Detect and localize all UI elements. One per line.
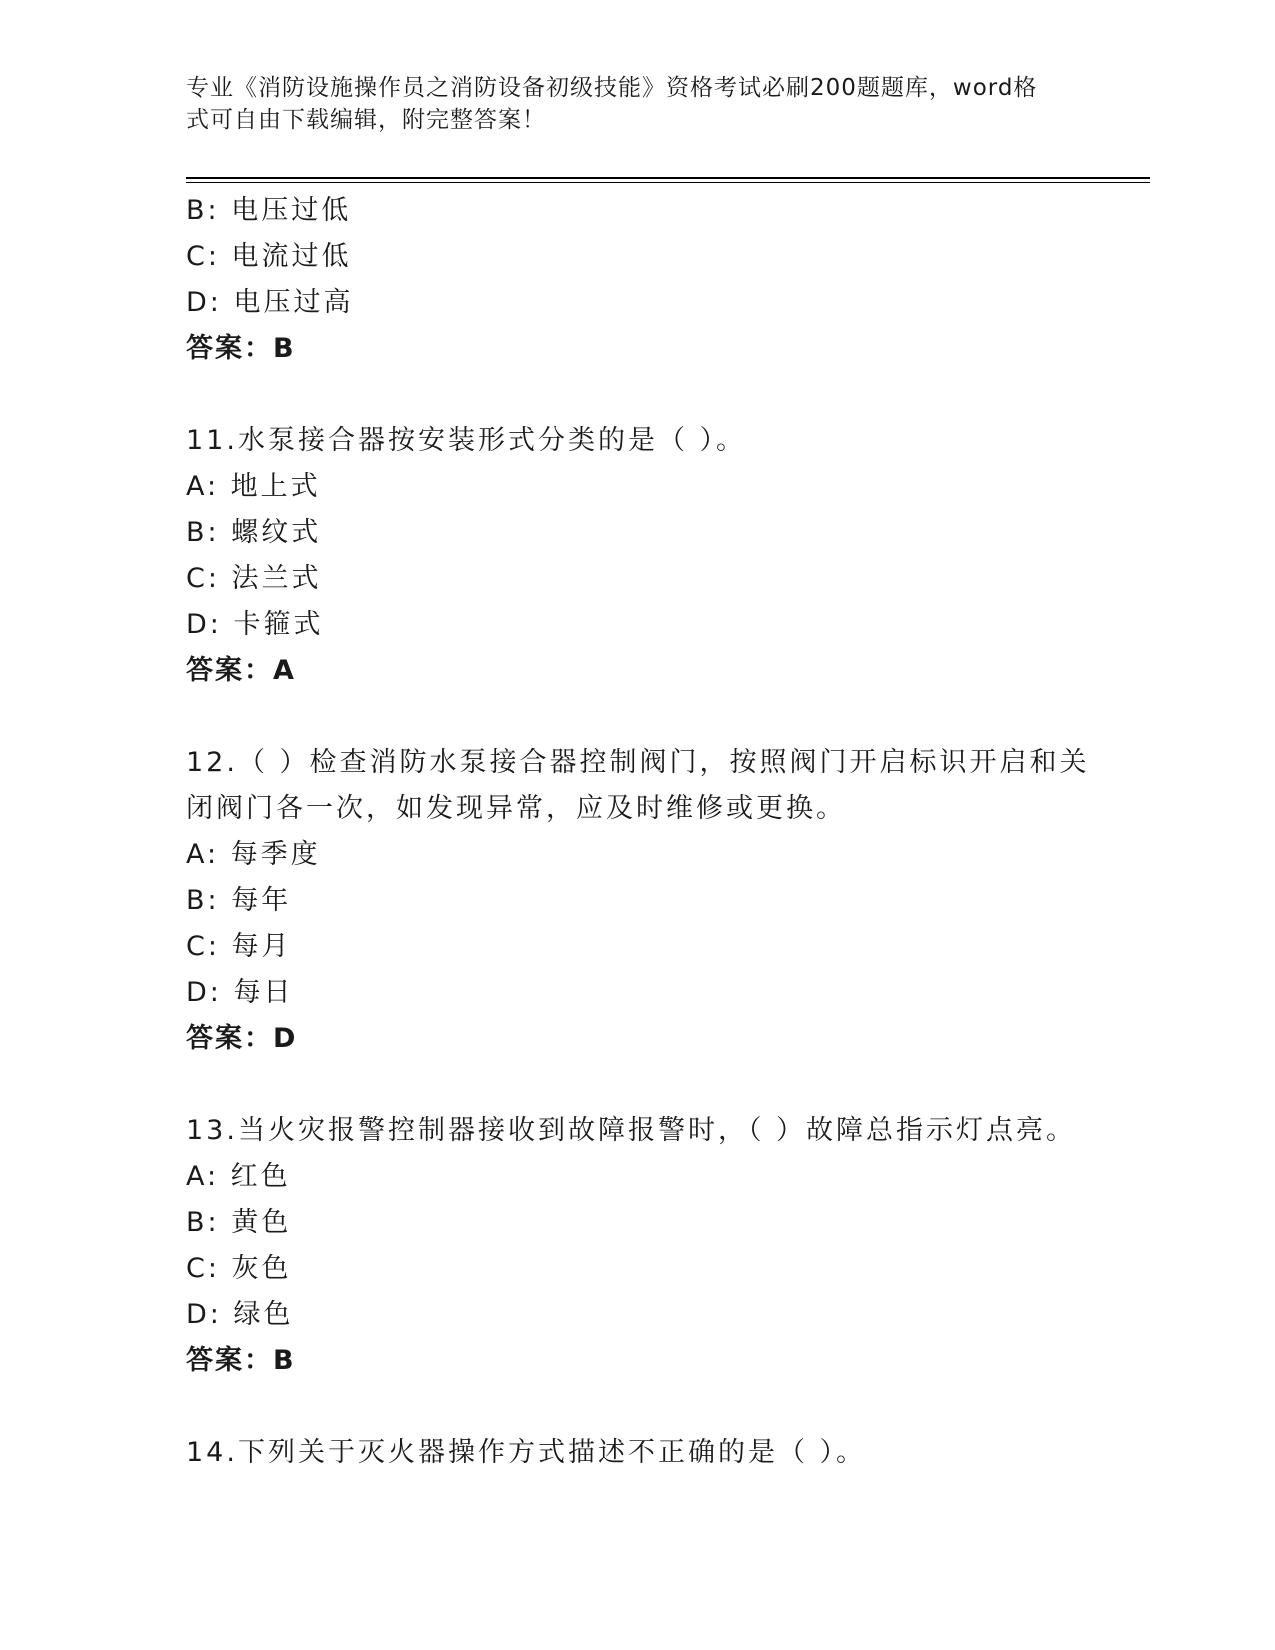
question-stem-line-1: 12.（ ）检查消防水泵接合器控制阀门，按照阀门开启标识开启和关: [186, 747, 1090, 778]
answer-line: 答案：B: [186, 1345, 296, 1376]
header-line-2: 式可自由下载编辑，附完整答案！: [186, 107, 546, 133]
question-list: [186, 188, 1090, 1476]
question-12: [186, 740, 1090, 1062]
question-13: [186, 1108, 1086, 1384]
option-b: B: 电压过低: [186, 195, 352, 226]
question-stem: 11.水泵接合器按安装形式分类的是（ ）。: [186, 425, 747, 456]
question-stem-line-2: 闭阀门各一次，如发现异常，应及时维修或更换。: [186, 793, 846, 824]
spacer: [186, 1384, 1086, 1430]
question-11: [186, 418, 1086, 694]
option-c: C: 电流过低: [186, 241, 352, 272]
spacer: [186, 694, 1086, 740]
option-d: D: 绿色: [186, 1299, 294, 1330]
option-c: C: 法兰式: [186, 563, 322, 594]
question-stem: 13.当火灾报警控制器接收到故障报警时，（ ）故障总指示灯点亮。: [186, 1115, 1077, 1146]
option-c: C: 每月: [186, 931, 292, 962]
option-d: D: 卡箍式: [186, 609, 324, 640]
answer-line: 答案：A: [186, 655, 296, 686]
spacer: [186, 1062, 1086, 1108]
document-header: [186, 72, 1066, 136]
answer-line: 答案：B: [186, 333, 296, 364]
question-stem: 14.下列关于灭火器操作方式描述不正确的是（ ）。: [186, 1437, 867, 1468]
option-a: A: 地上式: [186, 471, 321, 502]
header-line-1: 专业《消防设施操作员之消防设备初级技能》资格考试必刷200题题库，word格: [186, 75, 1038, 101]
option-b: B: 螺纹式: [186, 517, 322, 548]
option-a: A: 每季度: [186, 839, 321, 870]
question-10-tail: [186, 188, 1086, 372]
question-14: [186, 1430, 1086, 1476]
header-divider-thick: [186, 177, 1150, 179]
answer-line: 答案：D: [186, 1023, 298, 1054]
header-divider-thin: [186, 182, 1150, 183]
option-c: C: 灰色: [186, 1253, 292, 1284]
option-d: D: 电压过高: [186, 287, 354, 318]
option-b: B: 黄色: [186, 1207, 292, 1238]
option-a: A: 红色: [186, 1161, 291, 1192]
spacer: [186, 372, 1086, 418]
option-b: B: 每年: [186, 885, 292, 916]
option-d: D: 每日: [186, 977, 294, 1008]
